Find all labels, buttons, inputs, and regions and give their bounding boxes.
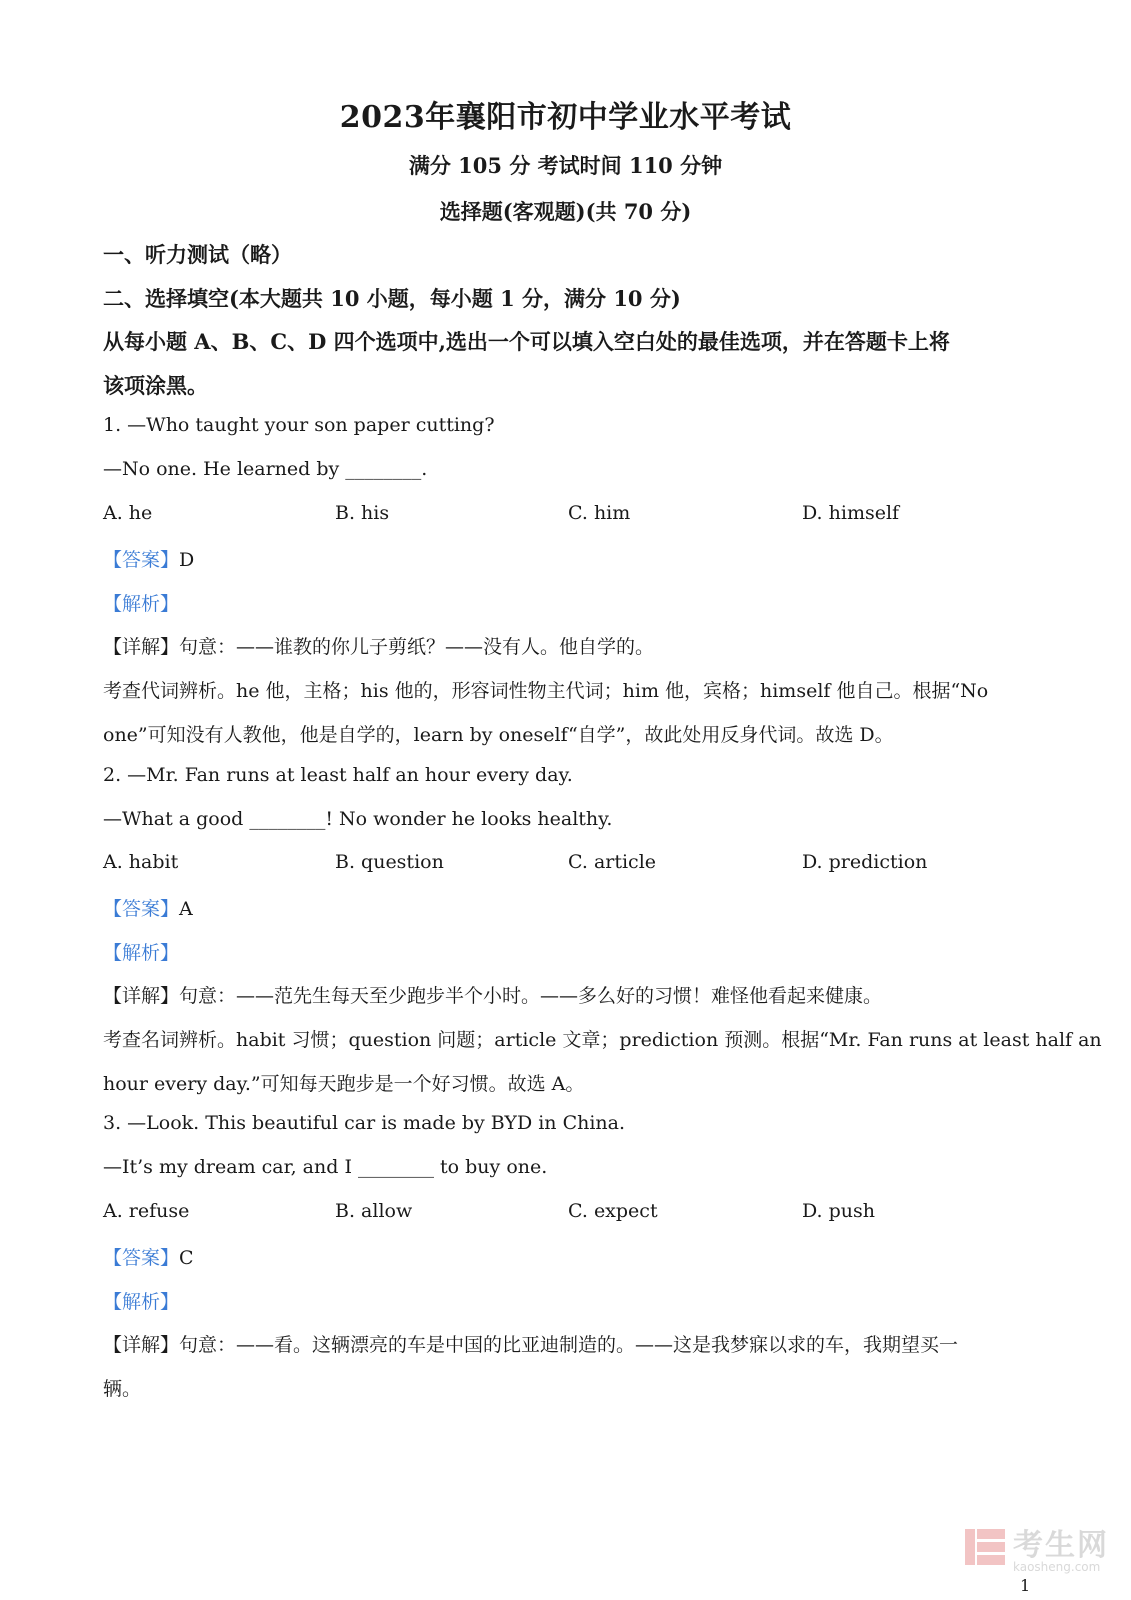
option-b: B. his [335, 502, 390, 524]
section-choice: 二、选择填空(本大题共 10 小题，每小题 1 分，满分 10 分) [103, 286, 681, 311]
question-line: —What a good ________! No wonder he looks healthy. [103, 808, 613, 830]
detail-line [103, 981, 882, 1008]
answer-line [103, 894, 193, 921]
answer-value: C [179, 1247, 194, 1269]
option-a: A. refuse [103, 1200, 190, 1222]
section-listening: 一、听力测试（略） [103, 242, 292, 267]
detail-text: 句意：——看。这辆漂亮的车是中国的比亚迪制造的。——这是我梦寐以求的车，我期望买一 [179, 1334, 959, 1356]
answer-value: D [179, 549, 195, 571]
part-heading: 选择题(客观题)(共 70 分) [439, 199, 692, 224]
kaosheng-logo-icon [963, 1525, 1007, 1569]
option-b: B. question [335, 851, 444, 873]
answer-label: 【答案】 [103, 898, 180, 920]
option-c: C. him [568, 502, 631, 524]
page-title: 2023年襄阳市初中学业水平考试 [339, 100, 792, 135]
explanation-line: 考查名词辨析。habit 习惯；question 问题；article 文章；prediction 预测。根据“Mr. Fan runs at least half an [103, 1029, 1102, 1051]
page-number: 1 [1020, 1576, 1031, 1595]
question-line: —It’s my dream car, and I ________ to buy one. [103, 1156, 548, 1178]
answer-label: 【答案】 [103, 549, 180, 571]
watermark-name: 考生网 [1013, 1528, 1109, 1563]
detail-line [103, 1330, 958, 1357]
option-d: D. push [802, 1200, 876, 1222]
answer-label: 【答案】 [103, 1247, 180, 1269]
detail-text: 句意：——谁教的你儿子剪纸？——没有人。他自学的。 [179, 636, 655, 658]
answer-line [103, 545, 194, 572]
analysis-label: 【解析】 [103, 942, 180, 964]
option-a: A. he [103, 502, 153, 524]
instruction-line: 该项涂黑。 [103, 373, 208, 398]
option-d: D. himself [802, 502, 900, 524]
detail-label: 【详解】 [103, 1334, 180, 1356]
question-line: 3. —Look. This beautiful car is made by BYD in China. [103, 1112, 626, 1134]
instruction-line: 从每小题 A、B、C、D 四个选项中,选出一个可以填入空白处的最佳选项，并在答题卡上将 [103, 329, 950, 354]
question-line: 1. —Who taught your son paper cutting? [103, 414, 495, 436]
score-time: 满分 105 分 考试时间 110 分钟 [408, 153, 723, 178]
explanation-line: 辆。 [103, 1378, 142, 1400]
option-b: B. allow [335, 1200, 413, 1222]
watermark-text [1013, 1520, 1109, 1574]
explanation-line: 考查代词辨析。he 他，主格；his 他的，形容词性物主代词；him 他，宾格；himself 他自己。根据“No [103, 680, 989, 702]
detail-label: 【详解】 [103, 636, 180, 658]
explanation-line: hour every day.”可知每天跑步是一个好习惯。故选 A。 [103, 1073, 585, 1095]
analysis-label: 【解析】 [103, 593, 180, 615]
detail-text: 句意：——范先生每天至少跑步半个小时。——多么好的习惯！难怪他看起来健康。 [179, 985, 883, 1007]
watermark-url: kaosheng.com [1013, 1560, 1101, 1574]
question-line: —No one. He learned by ________. [103, 458, 428, 480]
watermark [963, 1520, 1109, 1574]
option-d: D. prediction [802, 851, 928, 873]
detail-label: 【详解】 [103, 985, 180, 1007]
detail-line [103, 632, 654, 659]
option-c: C. article [568, 851, 657, 873]
analysis-label: 【解析】 [103, 1291, 180, 1313]
answer-line [103, 1243, 194, 1270]
option-a: A. habit [103, 851, 179, 873]
option-c: C. expect [568, 1200, 658, 1222]
explanation-line: one”可知没有人教他，他是自学的，learn by oneself“自学”，故此处用反身代词。故选 D。 [103, 724, 894, 746]
question-line: 2. —Mr. Fan runs at least half an hour every day. [103, 764, 573, 786]
answer-value: A [179, 898, 193, 920]
